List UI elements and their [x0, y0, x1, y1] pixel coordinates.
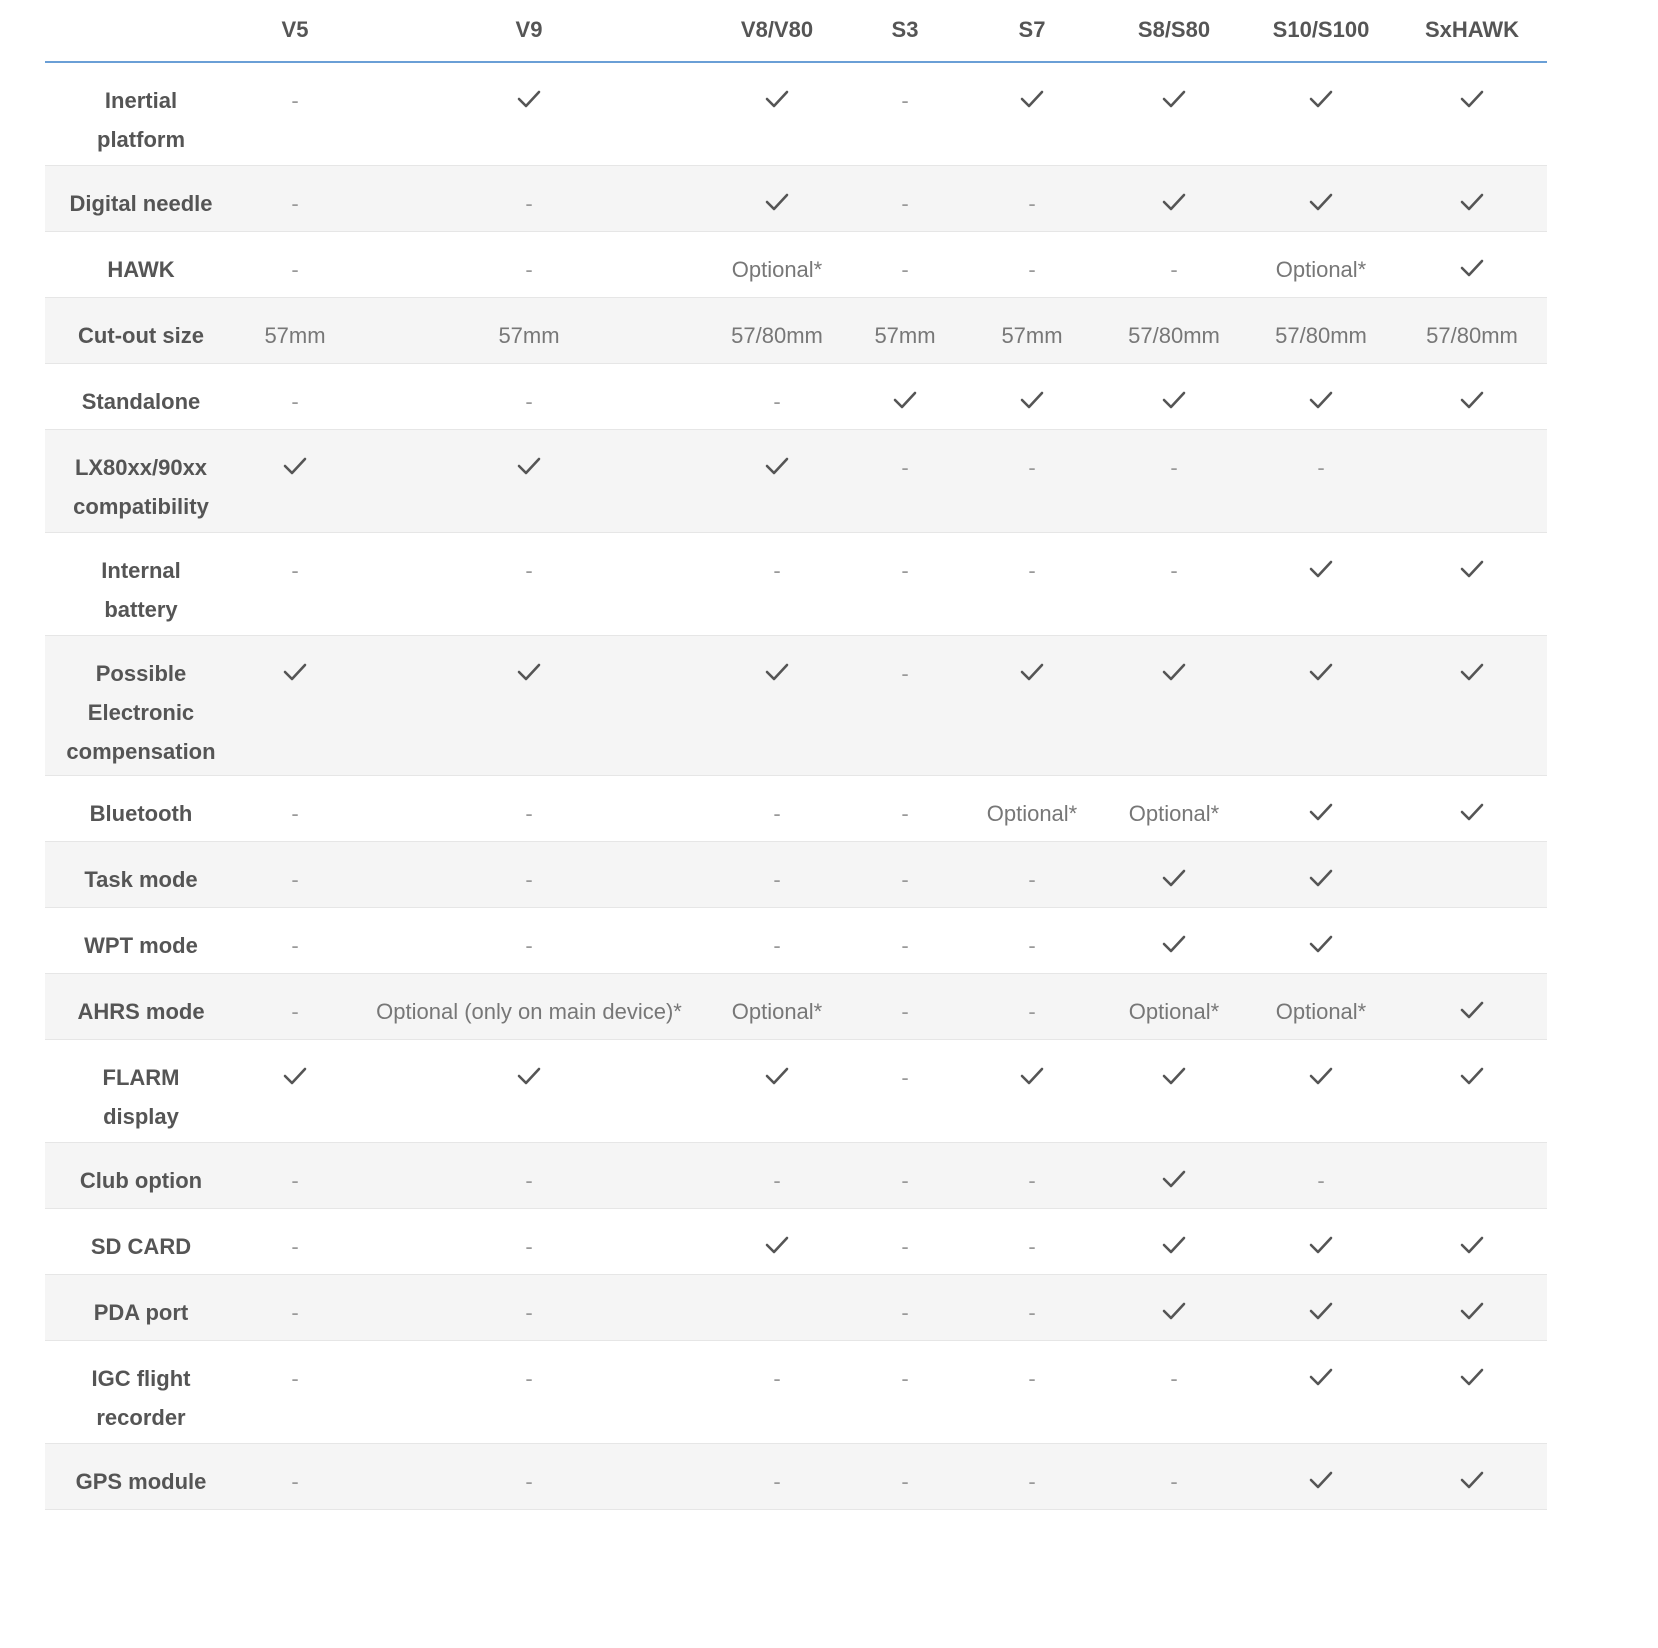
row-label-line: Club option — [79, 1168, 203, 1193]
check-icon — [1245, 842, 1397, 908]
row-label — [45, 63, 237, 166]
dash-value: - — [353, 776, 705, 842]
row-label-line: Standalone — [81, 389, 201, 414]
check-icon — [705, 1040, 849, 1143]
header-cell-feature — [45, 0, 237, 63]
check-icon — [961, 636, 1103, 776]
check-icon — [1397, 636, 1547, 776]
check-icon — [1245, 1040, 1397, 1143]
dash-value: - — [705, 364, 849, 430]
text-value: 57/80mm — [705, 298, 849, 364]
dash-value: - — [237, 776, 353, 842]
row-label-line: battery — [104, 597, 178, 622]
row-label — [45, 298, 237, 364]
dash-value: - — [961, 1341, 1103, 1444]
dash-value: - — [237, 1444, 353, 1510]
dash-value: - — [353, 1275, 705, 1341]
check-icon — [1397, 533, 1547, 636]
check-icon — [1397, 364, 1547, 430]
check-icon — [1103, 364, 1245, 430]
empty-cell — [1397, 1143, 1547, 1209]
dash-value: - — [353, 1209, 705, 1275]
check-icon — [1245, 636, 1397, 776]
text-value: 57/80mm — [1245, 298, 1397, 364]
header-cell-model: S8/S80 — [1103, 0, 1245, 63]
check-icon — [1245, 1341, 1397, 1444]
row-label — [45, 533, 237, 636]
row-label-line: SD CARD — [90, 1234, 192, 1259]
dash-value: - — [1245, 430, 1397, 533]
check-icon — [237, 1040, 353, 1143]
dash-value: - — [849, 1040, 961, 1143]
text-value: 57mm — [353, 298, 705, 364]
dash-value: - — [1245, 1143, 1397, 1209]
check-icon — [1397, 776, 1547, 842]
row-label-line: HAWK — [107, 257, 175, 282]
header-cell-model: SxHAWK — [1397, 0, 1547, 63]
check-icon — [1245, 1209, 1397, 1275]
check-icon — [961, 364, 1103, 430]
dash-value: - — [353, 364, 705, 430]
row-label — [45, 1209, 237, 1275]
check-icon — [1397, 232, 1547, 298]
check-icon — [1245, 776, 1397, 842]
dash-value: - — [237, 1275, 353, 1341]
row-label-line: IGC flight — [91, 1366, 191, 1391]
row-label — [45, 166, 237, 232]
row-label — [45, 776, 237, 842]
dash-value: - — [961, 974, 1103, 1040]
text-value: 57/80mm — [1103, 298, 1245, 364]
dash-value: - — [237, 364, 353, 430]
row-label — [45, 364, 237, 430]
dash-value: - — [849, 636, 961, 776]
row-label — [45, 842, 237, 908]
check-icon — [353, 430, 705, 533]
check-icon — [1397, 1275, 1547, 1341]
row-label-line: WPT mode — [84, 933, 198, 958]
row-label-line: Possible — [95, 661, 187, 686]
dash-value: - — [705, 1143, 849, 1209]
dash-value: - — [849, 1143, 961, 1209]
dash-value: - — [353, 1444, 705, 1510]
check-icon — [1245, 63, 1397, 166]
text-value: 57mm — [961, 298, 1103, 364]
dash-value: - — [1103, 430, 1245, 533]
check-icon — [705, 430, 849, 533]
row-label — [45, 1040, 237, 1143]
check-icon — [1397, 1341, 1547, 1444]
check-icon — [705, 1209, 849, 1275]
dash-value: - — [237, 1209, 353, 1275]
dash-value: - — [237, 1341, 353, 1444]
check-icon — [849, 364, 961, 430]
dash-value: - — [353, 908, 705, 974]
check-icon — [1397, 166, 1547, 232]
check-icon — [237, 636, 353, 776]
text-value: Optional* — [705, 232, 849, 298]
text-value: Optional* — [1245, 232, 1397, 298]
dash-value: - — [705, 1444, 849, 1510]
check-icon — [1103, 1143, 1245, 1209]
row-label-line: display — [103, 1104, 179, 1129]
check-icon — [705, 63, 849, 166]
check-icon — [705, 166, 849, 232]
dash-value: - — [237, 908, 353, 974]
empty-cell — [1397, 908, 1547, 974]
dash-value: - — [849, 776, 961, 842]
dash-value: - — [353, 533, 705, 636]
row-label — [45, 974, 237, 1040]
row-label — [45, 636, 237, 776]
dash-value: - — [1103, 232, 1245, 298]
dash-value: - — [1103, 533, 1245, 636]
row-label — [45, 1275, 237, 1341]
empty-cell — [705, 1275, 849, 1341]
check-icon — [1103, 63, 1245, 166]
dash-value: - — [237, 842, 353, 908]
dash-value: - — [353, 842, 705, 908]
row-label-line: platform — [97, 127, 185, 152]
dash-value: - — [961, 533, 1103, 636]
check-icon — [1397, 974, 1547, 1040]
dash-value: - — [237, 166, 353, 232]
row-label-line: GPS module — [75, 1469, 207, 1494]
dash-value: - — [237, 232, 353, 298]
check-icon — [1245, 166, 1397, 232]
dash-value: - — [1103, 1341, 1245, 1444]
row-label-line: FLARM — [102, 1065, 180, 1090]
check-icon — [1397, 1209, 1547, 1275]
dash-value: - — [1103, 1444, 1245, 1510]
dash-value: - — [961, 166, 1103, 232]
dash-value: - — [705, 842, 849, 908]
header-cell-model: V8/V80 — [705, 0, 849, 63]
header-cell-model: V9 — [353, 0, 705, 63]
row-label — [45, 908, 237, 974]
dash-value: - — [237, 974, 353, 1040]
check-icon — [1245, 1444, 1397, 1510]
dash-value: - — [849, 533, 961, 636]
row-label-line: PDA port — [93, 1300, 189, 1325]
row-label-line: Cut-out size — [78, 323, 204, 348]
header-cell-model: S3 — [849, 0, 961, 63]
check-icon — [1103, 842, 1245, 908]
check-icon — [1245, 364, 1397, 430]
row-label — [45, 232, 237, 298]
row-label-line: LX80xx/90xx — [74, 455, 208, 480]
dash-value: - — [961, 842, 1103, 908]
dash-value: - — [705, 1341, 849, 1444]
row-label-line: Inertial — [104, 88, 178, 113]
text-value: 57mm — [849, 298, 961, 364]
dash-value: - — [705, 533, 849, 636]
dash-value: - — [961, 1143, 1103, 1209]
dash-value: - — [961, 1444, 1103, 1510]
check-icon — [1103, 166, 1245, 232]
check-icon — [1103, 636, 1245, 776]
dash-value: - — [705, 776, 849, 842]
dash-value: - — [849, 1275, 961, 1341]
dash-value: - — [849, 63, 961, 166]
text-value: 57mm — [237, 298, 353, 364]
check-icon — [1397, 63, 1547, 166]
dash-value: - — [849, 430, 961, 533]
row-label-line: compatibility — [73, 494, 209, 519]
row-label-line: recorder — [96, 1405, 186, 1430]
dash-value: - — [705, 908, 849, 974]
dash-value: - — [849, 166, 961, 232]
check-icon — [1103, 1040, 1245, 1143]
check-icon — [705, 636, 849, 776]
check-icon — [353, 63, 705, 166]
row-label-line: Task mode — [84, 867, 198, 892]
dash-value: - — [353, 1341, 705, 1444]
dash-value: - — [353, 232, 705, 298]
dash-value: - — [849, 908, 961, 974]
check-icon — [1103, 1209, 1245, 1275]
dash-value: - — [849, 1341, 961, 1444]
row-label-line: Electronic — [87, 700, 195, 725]
text-value: Optional* — [1103, 776, 1245, 842]
header-cell-model: V5 — [237, 0, 353, 63]
dash-value: - — [849, 1209, 961, 1275]
check-icon — [1397, 1040, 1547, 1143]
text-value: Optional* — [1245, 974, 1397, 1040]
dash-value: - — [237, 63, 353, 166]
dash-value: - — [353, 1143, 705, 1209]
header-cell-model: S10/S100 — [1245, 0, 1397, 63]
check-icon — [1245, 908, 1397, 974]
row-label-line: AHRS mode — [77, 999, 205, 1024]
check-icon — [1397, 1444, 1547, 1510]
dash-value: - — [849, 1444, 961, 1510]
text-value: Optional* — [961, 776, 1103, 842]
dash-value: - — [237, 1143, 353, 1209]
dash-value: - — [849, 842, 961, 908]
check-icon — [237, 430, 353, 533]
row-label — [45, 1143, 237, 1209]
dash-value: - — [237, 533, 353, 636]
check-icon — [961, 1040, 1103, 1143]
header-cell-model: S7 — [961, 0, 1103, 63]
check-icon — [961, 63, 1103, 166]
row-label — [45, 1444, 237, 1510]
check-icon — [1245, 1275, 1397, 1341]
empty-cell — [1397, 842, 1547, 908]
text-value: Optional* — [1103, 974, 1245, 1040]
dash-value: - — [353, 166, 705, 232]
text-value: 57/80mm — [1397, 298, 1547, 364]
dash-value: - — [961, 1275, 1103, 1341]
empty-cell — [1397, 430, 1547, 533]
text-value: Optional (only on main device)* — [353, 974, 705, 1040]
row-label-line: compensation — [66, 739, 216, 764]
dash-value: - — [961, 908, 1103, 974]
comparison-table — [45, 0, 1643, 1510]
row-label-line: Internal — [101, 558, 181, 583]
row-label — [45, 1341, 237, 1444]
check-icon — [353, 1040, 705, 1143]
text-value: Optional* — [705, 974, 849, 1040]
row-label — [45, 430, 237, 533]
row-label-line: Digital needle — [69, 191, 213, 216]
check-icon — [1245, 533, 1397, 636]
check-icon — [1103, 908, 1245, 974]
dash-value: - — [961, 232, 1103, 298]
check-icon — [353, 636, 705, 776]
check-icon — [1103, 1275, 1245, 1341]
row-label-line: Bluetooth — [89, 801, 193, 826]
dash-value: - — [961, 430, 1103, 533]
dash-value: - — [961, 1209, 1103, 1275]
dash-value: - — [849, 974, 961, 1040]
dash-value: - — [849, 232, 961, 298]
